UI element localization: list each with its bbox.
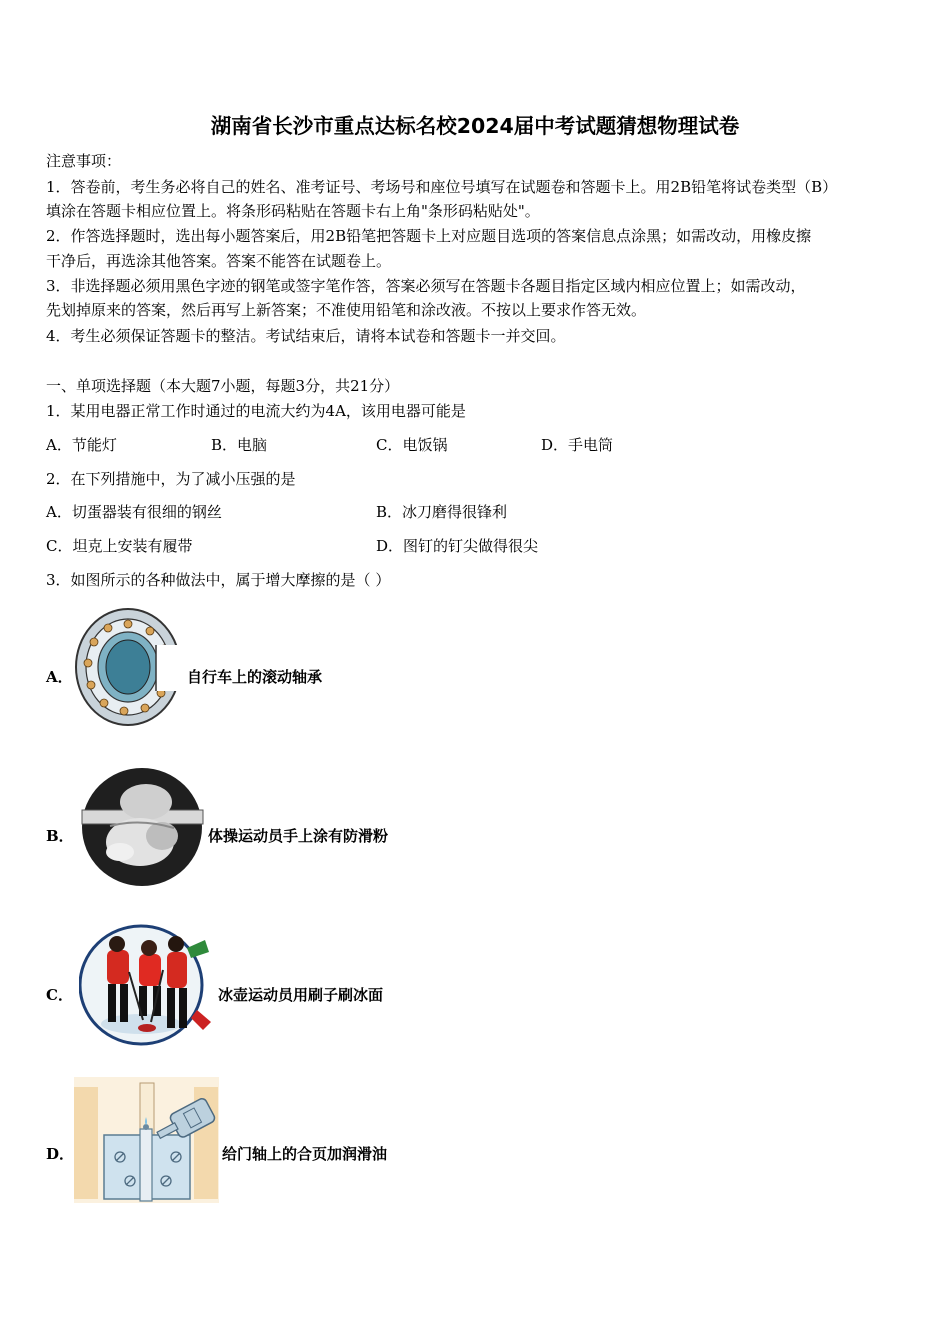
- roller-bearing-image: [72, 605, 182, 727]
- q3-option-b-letter: B．: [46, 827, 74, 845]
- q3-option-d-text: 给门轴上的合页加润滑油: [222, 1145, 388, 1163]
- q3-option-c-text: 冰壶运动员用刷子刷冰面: [218, 986, 384, 1004]
- section-heading: 一、单项选择题（本大题7小题，每题3分，共21分）: [46, 377, 400, 395]
- door-hinge-oiling-image: [74, 1077, 219, 1203]
- page-title: 湖南省长沙市重点达标名校2024届中考试题猜想物理试卷: [210, 114, 740, 138]
- q1-option-d: D．手电筒: [541, 436, 614, 454]
- notice-line: 填涂在答题卡相应位置上。将条形码粘贴在答题卡右上角"条形码粘贴处"。: [46, 202, 540, 220]
- q2-option-b: B．冰刀磨得很锋利: [376, 503, 508, 521]
- q1-option-b: B．电脑: [211, 436, 268, 454]
- q3-option-a-text: 自行车上的滚动轴承: [187, 668, 323, 686]
- notice-line: 1．答卷前，考生务必将自己的姓名、准考证号、考场号和座位号填写在试题卷和答题卡上。用2B铅笔将试卷类型（B）: [46, 178, 838, 196]
- q3-option-c-letter: C．: [46, 986, 73, 1004]
- q1-option-a: A．节能灯: [46, 436, 117, 454]
- q3-option-a-letter: A．: [46, 668, 73, 686]
- gymnast-chalk-hands-image: [80, 766, 205, 888]
- question-1-stem: 1．某用电器正常工作时通过的电流大约为4A，该用电器可能是: [46, 402, 466, 420]
- q3-option-b-text: 体操运动员手上涂有防滑粉: [208, 827, 389, 845]
- notice-line: 先划掉原来的答案，然后再写上新答案；不准使用铅笔和涂改液。不按以上要求作答无效。: [46, 301, 647, 319]
- question-2-stem: 2．在下列措施中，为了减小压强的是: [46, 470, 296, 488]
- q2-option-d: D．图钉的钉尖做得很尖: [376, 537, 539, 555]
- notice-line: 4．考生必须保证答题卡的整洁。考试结束后，请将本试卷和答题卡一并交回。: [46, 327, 566, 345]
- curling-sweepers-image: [79, 924, 215, 1046]
- notice-line: 2．作答选择题时，选出每小题答案后，用2B铅笔把答题卡上对应题目选项的答案信息点涂黑；如需改动，用橡皮擦: [46, 227, 812, 245]
- q2-option-a: A．切蛋器装有很细的钢丝: [46, 503, 222, 521]
- question-3-stem: 3．如图所示的各种做法中，属于增大摩擦的是（ ）: [46, 571, 391, 589]
- notice-heading: 注意事项：: [46, 152, 122, 170]
- q2-option-c: C．坦克上安装有履带: [46, 537, 193, 555]
- notice-line: 干净后，再选涂其他答案。答案不能答在试题卷上。: [46, 252, 392, 270]
- q3-option-d-letter: D．: [46, 1145, 75, 1163]
- q1-option-c: C．电饭锅: [376, 436, 448, 454]
- notice-line: 3．非选择题必须用黑色字迹的钢笔或签字笔作答，答案必须写在答题卡各题目指定区域内相应位置上；如需改动，: [46, 277, 806, 295]
